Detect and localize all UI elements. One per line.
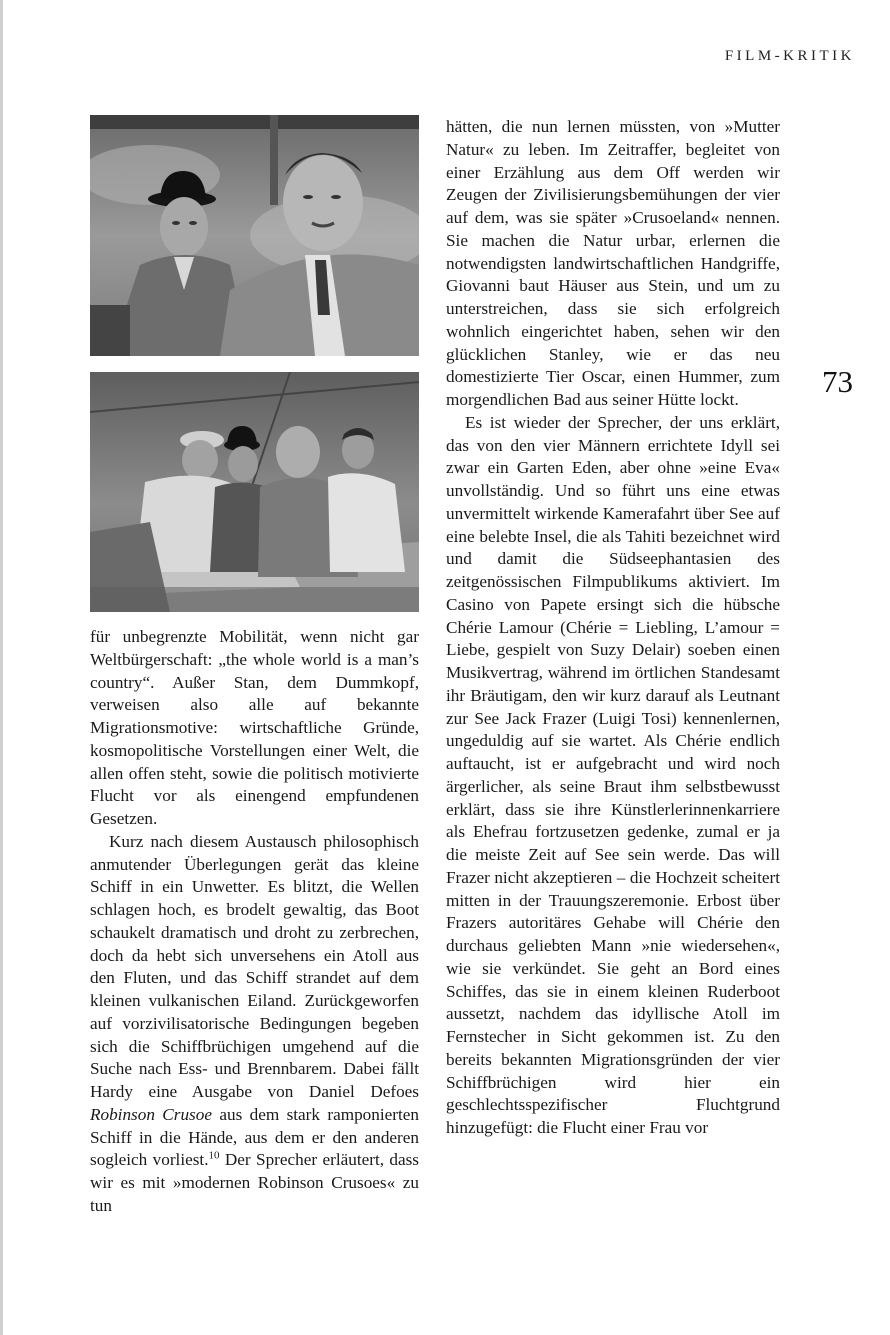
film-still-top-image xyxy=(90,115,419,356)
right-text-column xyxy=(446,116,780,1140)
paragraph-text: Kurz nach diesem Austausch philosophisch anmutender Überlegungen gerät das kleine Schiff in ein Unwetter. Es blitzt, die Wellen schlagen hoch, es brodelt gewaltig, das Boot schaukelt dramatisch und droht zu zerbrechen, doch da hebt sich unversehens ein Atoll aus den Fluten, und das Schiff strandet auf dem kleinen vulkanischen Eiland. Zurückgeworfen auf vorzivilisatorische Bedingungen begeben sich die Schiffbrüchigen umgehend auf die Suche nach Ess- und Brennbarem. Dabei fällt Hardy eine Ausgabe von Daniel Defoes xyxy=(90,831,419,1101)
page-edge xyxy=(0,0,3,1335)
film-still-top xyxy=(90,115,419,356)
paragraph xyxy=(90,831,419,1218)
left-text-column xyxy=(90,626,419,1218)
footnote-marker[interactable]: 10 xyxy=(208,1149,220,1162)
running-header: FILM-KRITIK xyxy=(724,48,855,64)
film-still-bottom-image xyxy=(90,372,419,612)
paragraph: für unbegrenzte Mobilität, wenn nicht gar Weltbürgerschaft: „the whole world is a man’s country“. Außer Stan, dem Dummkopf, verweisen also alle auf bekannte Migrationsmotive: wirtschaftliche Gründe, kosmopolitische Vorstellungen einer Welt, die allen offen steht, sowie die politisch motivierte Flucht vor als einengend empfundenen Gesetzen. xyxy=(90,627,419,828)
book-title: Robinson Crusoe xyxy=(90,1104,212,1124)
paragraph: Es ist wieder der Sprecher, der uns erklärt, das von den vier Männern errichtete Idyll sei zwar ein Garten Eden, aber ohne »eine Eva« unvollständig. Und so führt uns eine etwas unvermittelt wirkende Kamerafahrt über See auf eine belebte Insel, die als Tahiti bezeichnet wird und damit die Südseephantasien des zeitgenössischen Filmpublikums aktiviert. Im Casino von Papete ersingt sich die hübsche Chérie Lamour (Chérie = Liebling, L’amour = Liebe, gespielt von Suzy Delair) soeben einen Musikvertrag, während im örtlichen Standesamt ihr Bräutigam, den wir kurz darauf als Leutnant zur See Jack Frazer (Luigi Tosi) kennenlernen, ungeduldig auf sie wartet. Als Chérie endlich auftaucht, ist er aufgebracht und wird noch ärgerlicher, als seine Braut ihm selbstbewusst erklärt, dass sie ihre Künstlerlerinnenkarriere als Ehefrau fortzusetzen gedenke, zumal er ja die meiste Zeit auf See sein werde. Das will Frazer nicht akzeptieren – die Hochzeit scheitert mitten in der Trauungszeremonie. Erbost über Frazers autoritäres Gehabe will Chérie den durchaus geliebten Mann »nie wiedersehen«, wie sie verkündet. Sie geht an Bord eines Schiffes, das sie in einem kleinen Ruderboot aussetzt, nachdem das idyllische Atoll im Fernstecher in Sicht gekommen ist. Zu den bereits bekannten Migrationsgründen der vier Schiffbrüchigen wird hier ein geschlechtsspezifischer Fluchtgrund hinzugefügt: die Flucht einer Frau vor xyxy=(446,412,780,1137)
paragraph-text: Der Sprecher erläutert, dass wir es mit »modernen Robinson Crusoes« zu tun xyxy=(90,1150,419,1215)
film-still-bottom xyxy=(90,372,419,612)
paragraph-text: aus dem stark ramponierten Schiff in die Hände, aus dem er den anderen sogleich vorliest. xyxy=(90,1104,419,1170)
page-number: 73 xyxy=(822,364,853,399)
paragraph: hätten, die nun lernen müssten, von »Mutter Natur« zu leben. Im Zeitraffer, begleitet von einer Erzählung aus dem Off werden wir Zeugen der Zivilisierungsbemühungen der vier auf dem, was sie später »Crusoeland« nennen. Sie machen die Natur urbar, erlernen die notwendigsten landwirtschaftlichen Handgriffe, Giovanni baut Häuser aus Stein, und um zu unterstreichen, dass sie sich erfolgreich wohnlich eingerichtet haben, sehen wir den glücklichen Stanley, wie er das neu domestizierte Tier Oscar, einen Hummer, zum morgendlichen Bad aus seiner Hütte lockt. xyxy=(446,117,780,409)
